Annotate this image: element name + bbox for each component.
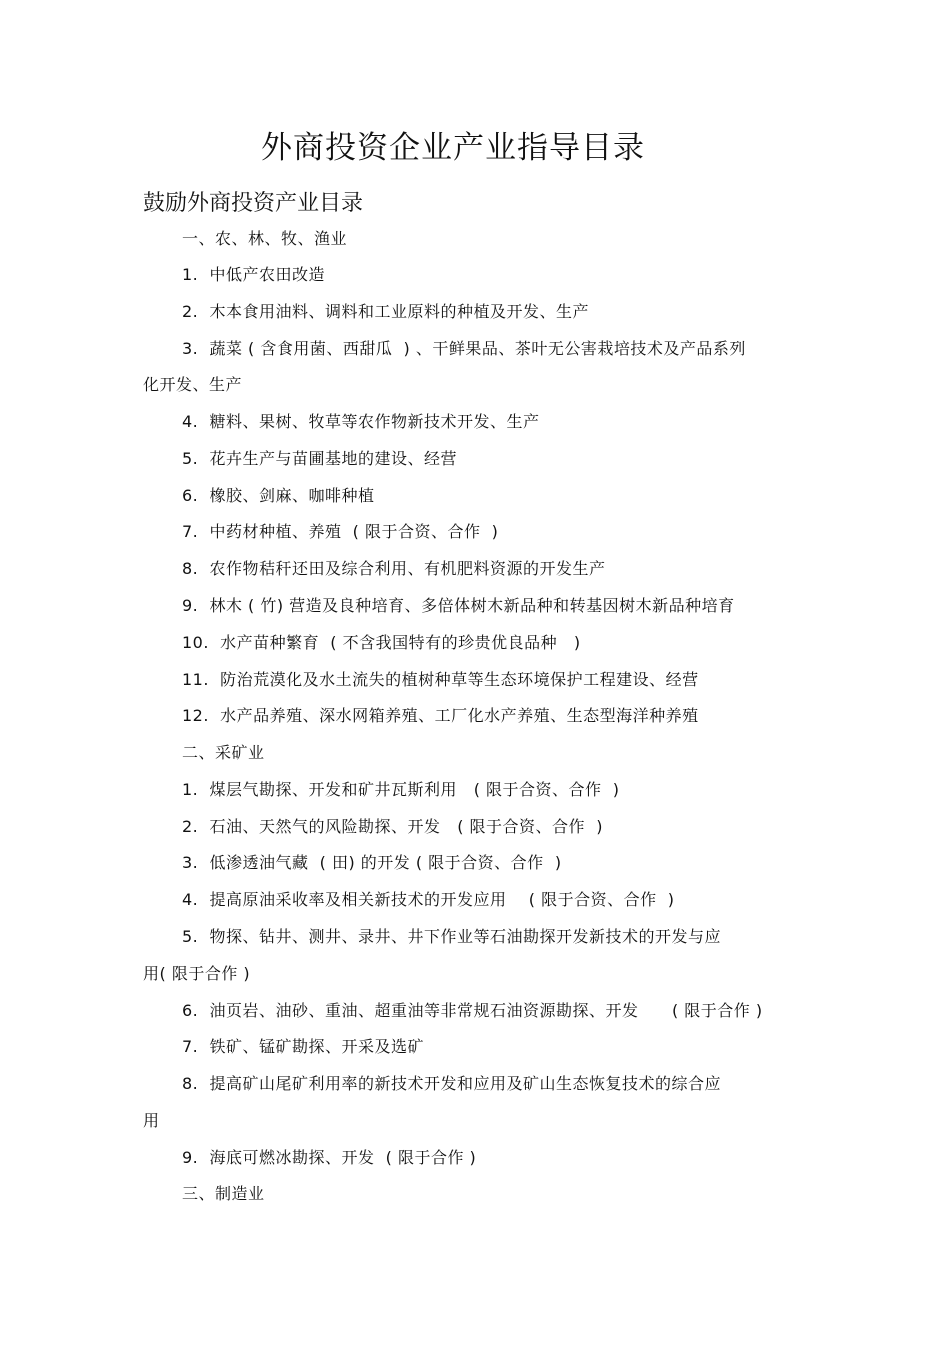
list-item: 6. 橡胶、剑麻、咖啡种植 — [182, 486, 375, 505]
list-item: 2. 石油、天然气的风险勘探、开发 ( 限于合资、合作 ) — [182, 817, 603, 836]
list-item-continuation: 用 — [143, 1111, 160, 1130]
list-item: 10. 水产苗种繁育 ( 不含我国特有的珍贵优良品种 ) — [182, 633, 581, 652]
list-item: 3. 低渗透油气藏 ( 田) 的开发 ( 限于合资、合作 ) — [182, 853, 562, 872]
list-item: 5. 花卉生产与苗圃基地的建设、经营 — [182, 449, 457, 468]
list-item: 1. 中低产农田改造 — [182, 265, 325, 284]
list-item: 9. 林木 ( 竹) 营造及良种培育、多倍体树木新品种和转基因树木新品种培育 — [182, 596, 735, 615]
list-item: 12. 水产品养殖、深水网箱养殖、工厂化水产养殖、生态型海洋种养殖 — [182, 706, 699, 725]
list-item: 2. 木本食用油料、调料和工业原料的种植及开发、生产 — [182, 302, 589, 321]
category-heading: 三、制造业 — [182, 1184, 265, 1203]
list-item: 8. 提高矿山尾矿利用率的新技术开发和应用及矿山生态恢复技术的综合应 — [182, 1074, 721, 1093]
list-item-continuation: 化开发、生产 — [143, 375, 243, 394]
section-heading: 鼓励外商投资产业目录 — [143, 191, 364, 216]
list-item: 6. 油页岩、油砂、重油、超重油等非常规石油资源勘探、开发 ( 限于合作 ) — [182, 1001, 763, 1020]
list-item: 3. 蔬菜 ( 含食用菌、西甜瓜 ) 、干鲜果品、茶叶无公害栽培技术及产品系列 — [182, 339, 746, 358]
list-item: 9. 海底可燃冰勘探、开发 ( 限于合作 ) — [182, 1148, 477, 1167]
list-item: 4. 糖料、果树、牧草等农作物新技术开发、生产 — [182, 412, 540, 431]
category-heading: 一、农、林、牧、渔业 — [182, 229, 348, 248]
list-item-continuation: 用( 限于合作 ) — [143, 964, 251, 983]
list-item: 5. 物探、钻井、测井、录井、井下作业等石油勘探开发新技术的开发与应 — [182, 927, 721, 946]
list-item: 8. 农作物秸秆还田及综合利用、有机肥料资源的开发生产 — [182, 559, 606, 578]
category-heading: 二、采矿业 — [182, 743, 265, 762]
list-item: 1. 煤层气勘探、开发和矿井瓦斯利用 ( 限于合资、合作 ) — [182, 780, 620, 799]
list-item: 7. 铁矿、锰矿勘探、开采及选矿 — [182, 1037, 424, 1056]
list-item: 7. 中药材种植、养殖 ( 限于合资、合作 ) — [182, 522, 499, 541]
document-title: 外商投资企业产业指导目录 — [261, 130, 645, 166]
list-item: 4. 提高原油采收率及相关新技术的开发应用 ( 限于合资、合作 ) — [182, 890, 675, 909]
list-item: 11. 防治荒漠化及水土流失的植树种草等生态环境保护工程建设、经营 — [182, 670, 699, 689]
